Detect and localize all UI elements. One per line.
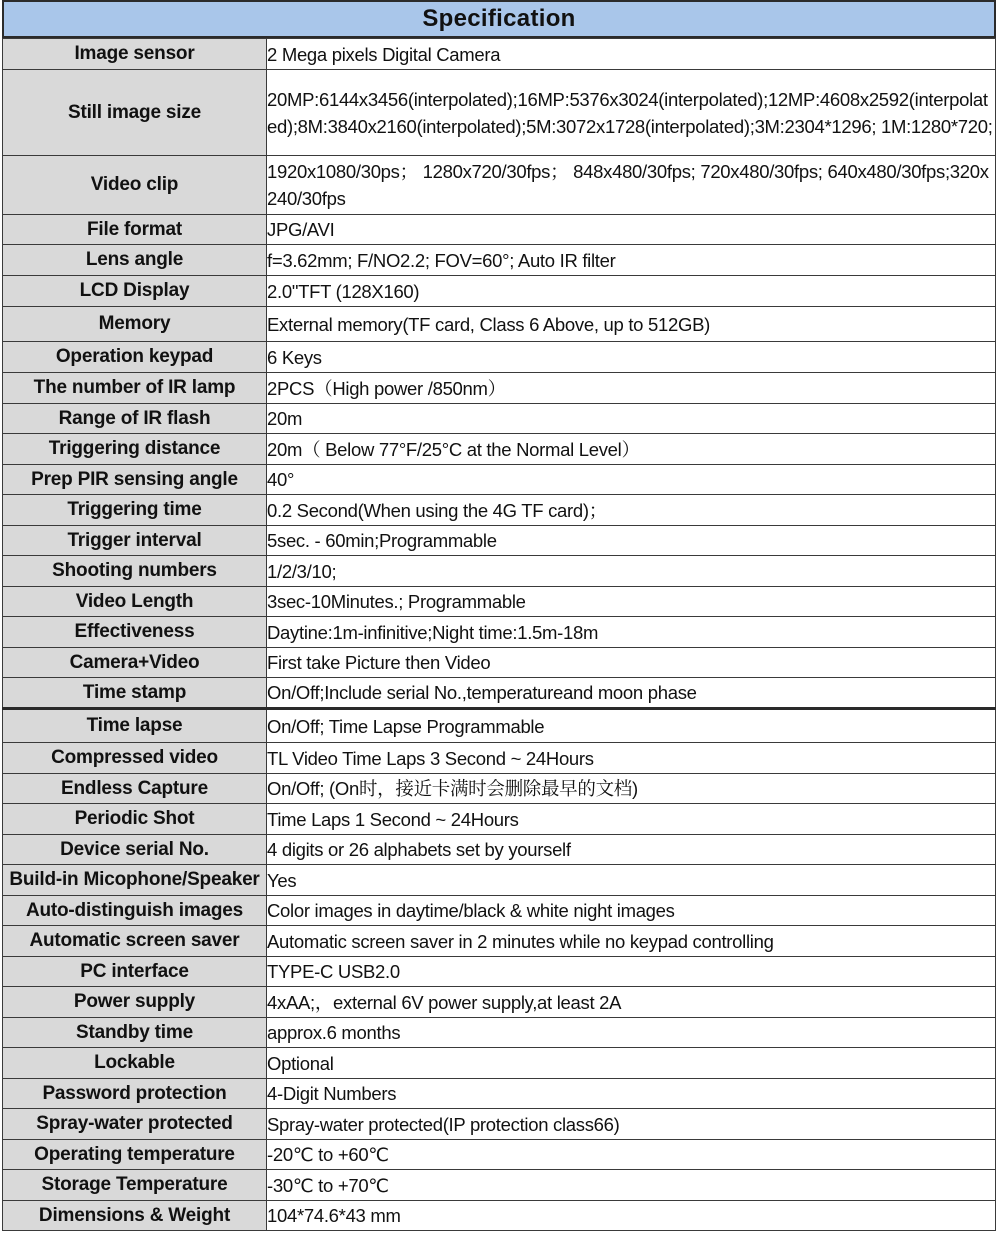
spec-value: 4xAA;，external 6V power supply,at least 2A [267,987,996,1018]
spec-label: Lens angle [3,245,267,276]
spec-label: Triggering time [3,495,267,526]
table-row [3,404,996,434]
spec-label: Time stamp [3,678,267,709]
table-row [3,70,996,156]
table-row [3,307,996,342]
spec-label: Operating temperature [3,1140,267,1170]
table-row [3,215,996,245]
table-row [3,709,996,743]
table-row [3,465,996,495]
table-row [3,1048,996,1079]
table-row [3,495,996,526]
spec-value: 0.2 Second(When using the 4G TF card)； [267,495,996,526]
table-row [3,373,996,404]
table-row [3,804,996,835]
spec-label: Password protection [3,1079,267,1109]
spec-value: 20MP:6144x3456(interpolated);16MP:5376x3024(interpolated);12MP:4608x2592(interpolated);8M:3840x2160(interpolated);5M:3072x1728(interpolated);3M:2304*1296; 1M:1280*720; [267,70,996,156]
spec-label: PC interface [3,957,267,987]
spec-value: f=3.62mm; F/NO2.2; FOV=60°; Auto IR filter [267,245,996,276]
spec-label: The number of IR lamp [3,373,267,404]
spec-value: 4-Digit Numbers [267,1079,996,1109]
spec-value: 3sec-10Minutes.; Programmable [267,587,996,617]
spec-label: Prep PIR sensing angle [3,465,267,495]
page-title: Specification [2,0,996,38]
spec-value: On/Off;Include serial No.,temperatureand moon phase [267,678,996,709]
spec-value: 1/2/3/10; [267,556,996,587]
spec-value: Yes [267,865,996,896]
table-row [3,342,996,373]
spec-label: Compressed video [3,743,267,774]
spec-value: Time Laps 1 Second ~ 24Hours [267,804,996,835]
spec-value: 40° [267,465,996,495]
spec-label: Shooting numbers [3,556,267,587]
spec-label: Storage Temperature [3,1170,267,1201]
spec-value: On/Off; (On时，接近卡满时会删除最早的文档) [267,774,996,804]
spec-label: Auto-distinguish images [3,896,267,926]
table-row [3,39,996,70]
spec-label: File format [3,215,267,245]
table-row [3,1018,996,1048]
spec-label: LCD Display [3,276,267,307]
spec-value: TYPE-C USB2.0 [267,957,996,987]
spec-label: Operation keypad [3,342,267,373]
spec-label: Range of IR flash [3,404,267,434]
table-row [3,957,996,987]
spec-label: Time lapse [3,709,267,743]
spec-label: Video clip [3,156,267,215]
spec-label: Periodic Shot [3,804,267,835]
spec-value: 104*74.6*43 mm [267,1201,996,1231]
spec-value: Spray-water protected(IP protection class66) [267,1109,996,1140]
spec-value: 20m [267,404,996,434]
spec-value: On/Off; Time Lapse Programmable [267,709,996,743]
table-row [3,617,996,648]
spec-label: Automatic screen saver [3,926,267,957]
spec-label: Standby time [3,1018,267,1048]
table-row [3,1109,996,1140]
table-row [3,774,996,804]
table-row [3,526,996,556]
table-row [3,835,996,865]
spec-value: 2 Mega pixels Digital Camera [267,39,996,70]
specification-table [2,38,996,1231]
spec-label: Device serial No. [3,835,267,865]
table-row [3,1079,996,1109]
spec-value: approx.6 months [267,1018,996,1048]
table-row [3,926,996,957]
spec-value: Optional [267,1048,996,1079]
table-row [3,678,996,709]
spec-value: TL Video Time Laps 3 Second ~ 24Hours [267,743,996,774]
spec-value: Automatic screen saver in 2 minutes while no keypad controlling [267,926,996,957]
spec-value: JPG/AVI [267,215,996,245]
table-row [3,987,996,1018]
spec-label: Spray-water protected [3,1109,267,1140]
spec-value: 20m（ Below 77°F/25°C at the Normal Level） [267,434,996,465]
spec-label: Dimensions & Weight [3,1201,267,1231]
spec-label: Trigger interval [3,526,267,556]
spec-value: 4 digits or 26 alphabets set by yourself [267,835,996,865]
spec-label: Video Length [3,587,267,617]
spec-value: 6 Keys [267,342,996,373]
spec-value: External memory(TF card, Class 6 Above, up to 512GB) [267,307,996,342]
table-row [3,648,996,678]
table-row [3,156,996,215]
table-row [3,743,996,774]
spec-label: Still image size [3,70,267,156]
table-row [3,276,996,307]
table-row [3,1170,996,1201]
spec-label: Power supply [3,987,267,1018]
spec-value: Daytine:1m-infinitive;Night time:1.5m-18m [267,617,996,648]
table-row [3,587,996,617]
table-row [3,865,996,896]
spec-value: Color images in daytime/black & white night images [267,896,996,926]
table-row [3,1201,996,1231]
table-row [3,245,996,276]
spec-label: Endless Capture [3,774,267,804]
spec-label: Triggering distance [3,434,267,465]
table-row [3,556,996,587]
spec-value: -30℃ to +70℃ [267,1170,996,1201]
spec-label: Camera+Video [3,648,267,678]
spec-label: Image sensor [3,39,267,70]
spec-label: Lockable [3,1048,267,1079]
spec-value: First take Picture then Video [267,648,996,678]
spec-value: -20℃ to +60℃ [267,1140,996,1170]
spec-label: Build-in Micophone/Speaker [3,865,267,896]
table-row [3,1140,996,1170]
table-row [3,434,996,465]
spec-value: 2.0"TFT (128X160) [267,276,996,307]
spec-value: 5sec. - 60min;Programmable [267,526,996,556]
spec-label: Effectiveness [3,617,267,648]
spec-label: Memory [3,307,267,342]
spec-value: 2PCS（High power /850nm） [267,373,996,404]
table-row [3,896,996,926]
spec-value: 1920x1080/30ps； 1280x720/30fps； 848x480/30fps; 720x480/30fps; 640x480/30fps;320x240/30fps [267,156,996,215]
